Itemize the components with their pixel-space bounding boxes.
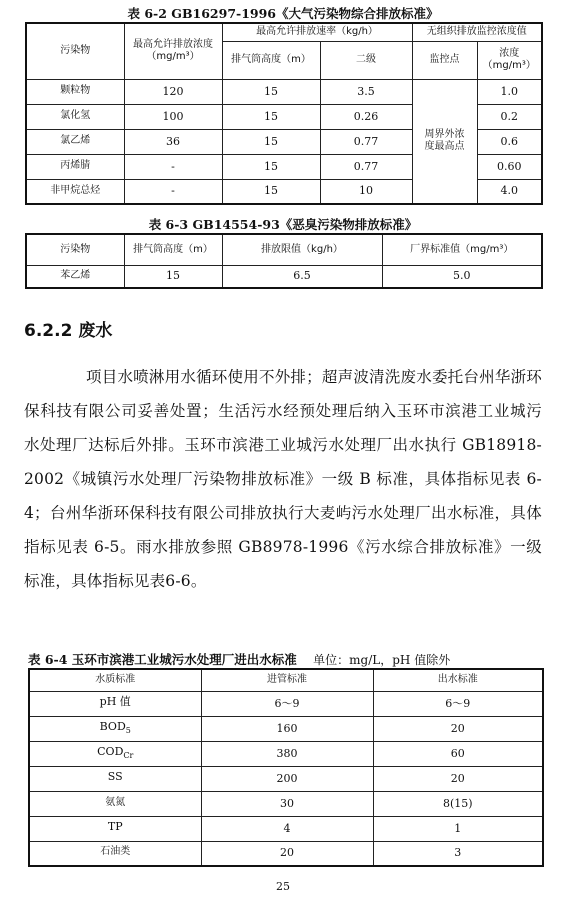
cell-outlet: 20	[373, 716, 543, 741]
table-row	[29, 766, 543, 791]
cell-inlet: 380	[201, 741, 373, 766]
cell-conc: 100	[124, 104, 222, 129]
table-row	[26, 79, 542, 104]
cell-inlet: 200	[201, 766, 373, 791]
indicator-name: SS	[107, 770, 123, 784]
table-6-2-caption: 表 6-2 GB16297-1996《大气污染物综合排放标准》	[127, 6, 439, 21]
table-row	[29, 691, 543, 716]
cell-conc: 120	[124, 79, 222, 104]
cell-rate: 3.5	[320, 79, 412, 104]
section-heading: 6.2.2 废水	[24, 321, 113, 341]
page-number: 25	[276, 880, 290, 893]
cell-fugitive: 1.0	[477, 79, 542, 104]
header-concentration: 浓度（mg/m³）	[477, 41, 542, 79]
cell-conc: 36	[124, 129, 222, 154]
cell-fugitive: 0.2	[477, 104, 542, 129]
indicator-name: 石油类	[100, 846, 131, 858]
cell-outlet: 3	[373, 841, 543, 866]
indicator-subscript: 5	[125, 726, 131, 736]
cell-outlet: 20	[373, 766, 543, 791]
table-6-3	[25, 233, 543, 289]
cell-rate: 10	[320, 179, 412, 204]
cell-rate: 0.77	[320, 154, 412, 179]
indicator-name: BOD	[99, 720, 126, 734]
header-max-conc: 最高允许排放浓度（mg/m³）	[124, 23, 222, 79]
table-row	[29, 791, 543, 816]
cell-pollutant: 丙烯腈	[26, 154, 124, 179]
table-6-4-unit-note: 单位：mg/L，pH 值除外	[313, 653, 451, 667]
header-limit: 排放限值（kg/h）	[222, 234, 382, 265]
cell-pollutant: 氯化氢	[26, 104, 124, 129]
cell-height: 15	[124, 265, 222, 288]
cell-rate: 0.26	[320, 104, 412, 129]
header-boundary: 厂界标准值（mg/m³）	[382, 234, 542, 265]
cell-indicator	[29, 816, 201, 841]
cell-inlet: 4	[201, 816, 373, 841]
cell-indicator	[29, 791, 201, 816]
cell-indicator	[29, 741, 201, 766]
cell-inlet: 160	[201, 716, 373, 741]
body-paragraph: 项目水喷淋用水循环使用不外排；超声波清洗废水委托台州华浙环保科技有限公司妥善处置；生活污水经预处理后纳入玉环市滨港工业城污水处理厂达标后外排。玉环市滨港工业城污水处理厂出水执行 GB18918-2002《城镇污水处理厂污染物排放标准》一级 B 标准，具体指标见表 6-4；台州华浙环保科技有限公司排放执行大麦屿污水处理厂出水标准，具体指标见表 6-5。雨水排放参照 GB8978-1996《污水综合排放标准》一级标准，具体指标见表6-6。	[24, 368, 542, 590]
header-grade2: 二级	[320, 41, 412, 79]
table-6-3-caption: 表 6-3 GB14554-93《恶臭污染物排放标准》	[148, 217, 418, 232]
header-pollutant: 污染物	[26, 234, 124, 265]
cell-monitor-point: 周界外浓度最高点	[412, 79, 477, 204]
table-row	[29, 716, 543, 741]
cell-pollutant: 颗粒物	[26, 79, 124, 104]
header-indicator: 水质标准	[29, 669, 201, 691]
cell-pollutant: 非甲烷总烃	[26, 179, 124, 204]
header-max-rate: 最高允许排放速率（kg/h）	[222, 23, 412, 41]
cell-height: 15	[222, 104, 320, 129]
indicator-name: TP	[107, 820, 123, 834]
indicator-name: COD	[97, 745, 124, 759]
cell-conc: -	[124, 154, 222, 179]
cell-indicator	[29, 716, 201, 741]
cell-indicator	[29, 841, 201, 866]
table-6-4-title: 表 6-4 玉环市滨港工业城污水处理厂进出水标准	[28, 652, 297, 667]
cell-conc: -	[124, 179, 222, 204]
cell-fugitive: 4.0	[477, 179, 542, 204]
cell-pollutant: 苯乙烯	[26, 265, 124, 288]
cell-outlet: 6～9	[373, 691, 543, 716]
cell-height: 15	[222, 179, 320, 204]
table-6-4-caption	[28, 650, 558, 668]
cell-inlet: 6～9	[201, 691, 373, 716]
cell-height: 15	[222, 79, 320, 104]
cell-outlet: 60	[373, 741, 543, 766]
header-stack-height: 排气筒高度（m）	[124, 234, 222, 265]
indicator-name: 氨氮	[105, 796, 126, 808]
cell-rate: 0.77	[320, 129, 412, 154]
cell-boundary: 5.0	[382, 265, 542, 288]
cell-limit: 6.5	[222, 265, 382, 288]
header-inlet: 进管标准	[201, 669, 373, 691]
table-6-2	[25, 22, 543, 205]
cell-outlet: 1	[373, 816, 543, 841]
cell-indicator	[29, 766, 201, 791]
cell-outlet: 8(15)	[373, 791, 543, 816]
indicator-name: pH 值	[99, 695, 131, 709]
table-row	[29, 741, 543, 766]
cell-fugitive: 0.6	[477, 129, 542, 154]
cell-pollutant: 氯乙烯	[26, 129, 124, 154]
header-fugitive: 无组织排放监控浓度值	[412, 23, 542, 41]
cell-fugitive: 0.60	[477, 154, 542, 179]
header-stack-height: 排气筒高度（m）	[222, 41, 320, 79]
cell-inlet: 30	[201, 791, 373, 816]
cell-inlet: 20	[201, 841, 373, 866]
table-row	[29, 816, 543, 841]
table-row	[26, 265, 542, 288]
indicator-subscript: Cr	[123, 751, 134, 761]
header-outlet: 出水标准	[373, 669, 543, 691]
cell-indicator	[29, 691, 201, 716]
table-row	[29, 841, 543, 866]
cell-height: 15	[222, 129, 320, 154]
table-6-4	[28, 668, 544, 867]
header-monitor-point: 监控点	[412, 41, 477, 79]
header-pollutant: 污染物	[26, 23, 124, 79]
cell-height: 15	[222, 154, 320, 179]
